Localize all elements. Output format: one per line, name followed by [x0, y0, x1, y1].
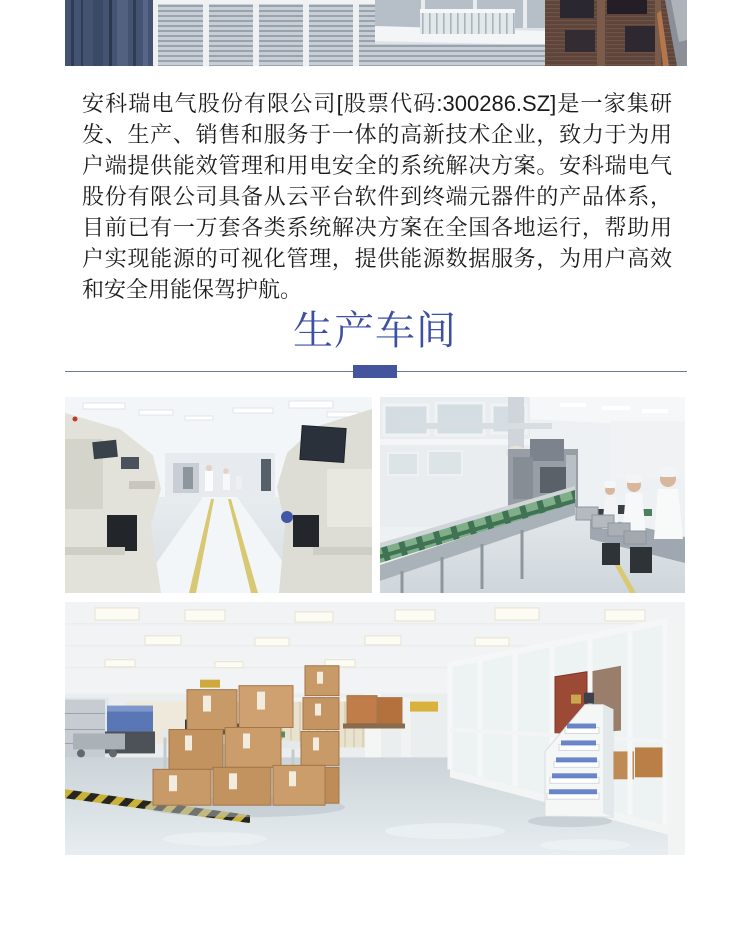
building-facade-photo [65, 0, 687, 66]
pcb-assembly-line-photo [380, 397, 685, 593]
packing-warehouse-photo [65, 602, 685, 855]
building-facade-illustration [65, 0, 687, 66]
smt-production-line-photo [65, 397, 372, 593]
section-title: 生产车间 [293, 309, 457, 353]
divider-marker [353, 365, 397, 378]
smt-production-line-illustration [65, 397, 372, 593]
packing-warehouse-illustration [65, 602, 685, 855]
company-intro-text: 安科瑞电气股份有限公司[股票代码:300286.SZ]是一家集研发、生产、销售和服务于一体的高新技术企业，致力于为用户端提供能效管理和用电安全的系统解决方案。安科瑞电气股份有限公司具备从云平台软件到终端元器件的产品体系，目前已有一万套各类系统解决方案在全国各地运行，帮助用户实现能源的可视化管理，提供能源数据服务，为用户高效和安全用能保驾护航。 [82, 91, 672, 302]
pcb-assembly-line-illustration [380, 397, 685, 593]
